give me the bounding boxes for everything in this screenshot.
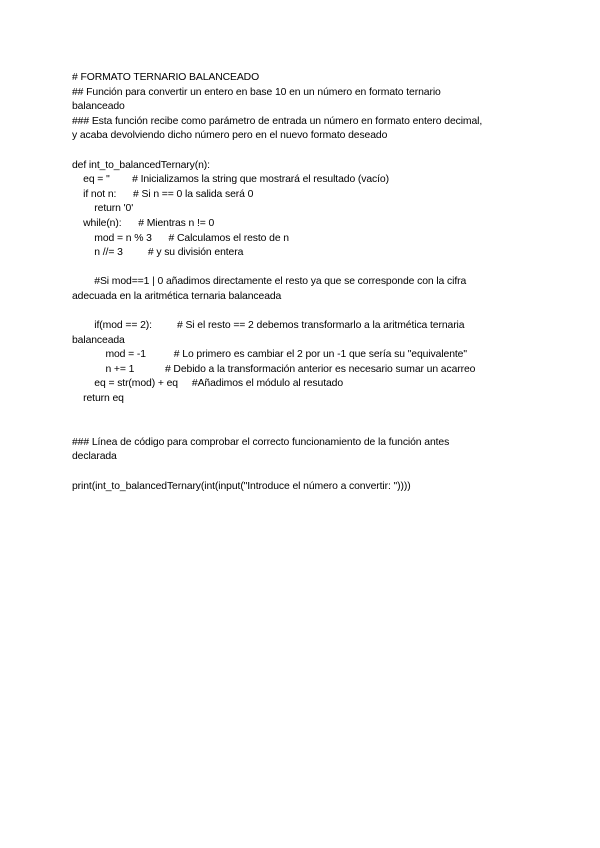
code-mod: mod = n % 3 # Calculamos el resto de n [72, 232, 289, 244]
subtitle-line-1: ## Función para convertir un entero en base 10 en un número en formato ternario [72, 86, 441, 98]
spacer [72, 305, 542, 320]
code-n-inc: n += 1 # Debido a la transformación anterior es necesario sumar un acarreo [72, 363, 476, 375]
spacer [72, 261, 542, 276]
spacer [72, 465, 542, 480]
code-comment-2: adecuada en la aritmética ternaria balanceada [72, 290, 282, 302]
document-page [72, 71, 542, 494]
description-line-2: y acaba devolviendo dicho número pero en el nuevo formato deseado [72, 130, 388, 142]
code-print-line: print(int_to_balancedTernary(int(input("Introduce el número a convertir: ")))) [72, 480, 411, 492]
code-while: while(n): # Mientras n != 0 [72, 217, 215, 229]
spacer [72, 144, 542, 159]
code-if-mod-1: if(mod == 2): # Si el resto == 2 debemos transformarlo a la aritmética ternaria [72, 320, 465, 332]
code-if-mod-2: balanceada [72, 334, 125, 346]
code-return-eq: return eq [72, 393, 124, 405]
spacer [72, 421, 542, 436]
subtitle-line-2: balanceado [72, 101, 125, 113]
code-eq-concat: eq = str(mod) + eq #Añadimos el módulo al resutado [72, 378, 344, 390]
test-comment-2: declarada [72, 451, 117, 463]
code-eq-init: eq = '' # Inicializamos la string que mostrará el resultado (vacío) [72, 174, 389, 186]
spacer [72, 407, 542, 422]
description-line-1: ### Esta función recibe como parámetro de entrada un número en formato entero decimal, [72, 115, 483, 127]
code-if-not: if not n: # Si n == 0 la salida será 0 [72, 188, 254, 200]
code-mod-neg: mod = -1 # Lo primero es cambiar el 2 por un -1 que sería su "equivalente" [72, 349, 467, 361]
code-div: n //= 3 # y su división entera [72, 247, 244, 259]
test-comment-1: ### Línea de código para comprobar el correcto funcionamiento de la función antes [72, 436, 450, 448]
code-def-line: def int_to_balancedTernary(n): [72, 159, 210, 171]
code-comment-1: #Si mod==1 | 0 añadimos directamente el resto ya que se corresponde con la cifra [72, 276, 467, 288]
code-return-zero: return '0' [72, 203, 134, 215]
document-title: # FORMATO TERNARIO BALANCEADO [72, 72, 260, 83]
